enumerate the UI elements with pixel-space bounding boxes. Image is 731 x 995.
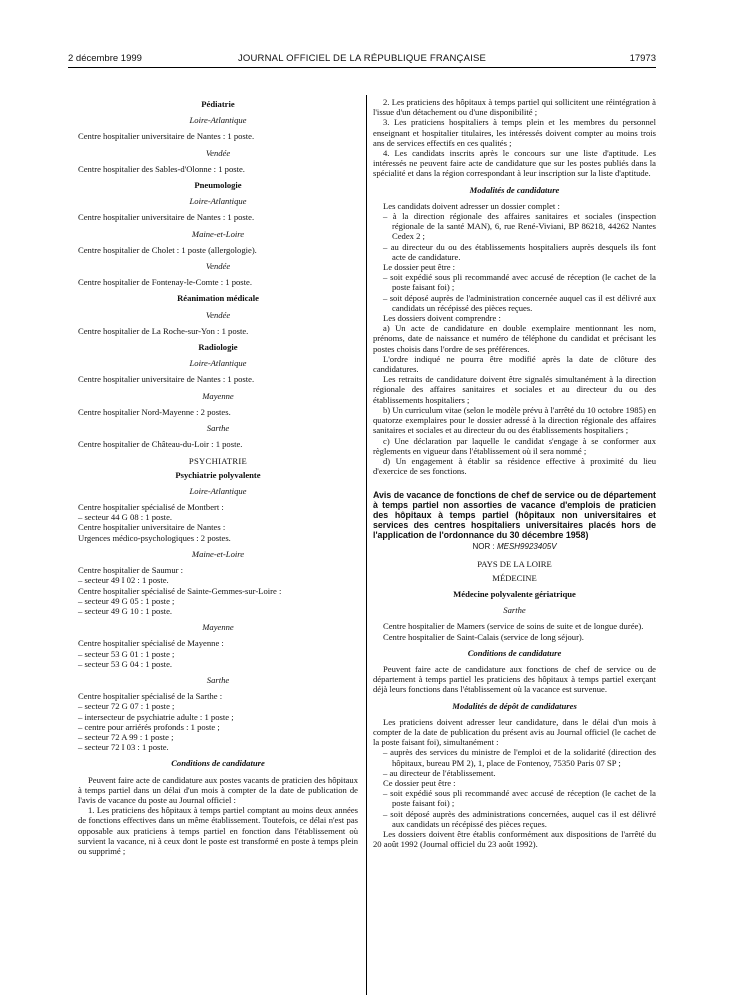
list-item: – soit déposé auprès de l'administration concernée auquel cas il est délivré aux candidats un récépissé des pièces reçues. (383, 292, 656, 313)
region-heading: Loire-Atlantique (189, 358, 247, 369)
paragraph: Les candidats doivent adresser un dossier complet : (383, 200, 560, 211)
post-line: – secteur 72 G 07 : 1 poste ; (78, 701, 175, 712)
list-item: – au directeur de l'établissement. (383, 767, 496, 778)
conditions-heading: Conditions de candidature (171, 758, 265, 769)
post-line: Centre hospitalier spécialisé de Sainte-Gemmes-sur-Loire : (78, 585, 282, 596)
paragraph: Peuvent faire acte de candidature aux fonctions de chef de service ou de département à temps partiel les praticiens des hôpitaux à temps partiel exerçant déjà leurs fonctions dans l'établissement où la vacance est survenue. (373, 663, 656, 695)
post-line: – centre pour arriérés profonds : 1 poste ; (78, 721, 220, 732)
section-heading: Pédiatrie (201, 99, 235, 109)
section-heading: Pneumologie (194, 180, 242, 191)
post-line: Centre hospitalier des Sables-d'Olonne : 1 poste. (78, 163, 245, 174)
paragraph: L'ordre indiqué ne pourra être modifié après la date de clôture des candidatures. (373, 353, 656, 375)
post-line: – secteur 72 I 03 : 1 poste. (78, 742, 169, 753)
notice-title: Avis de vacance de fonctions de chef de service ou de département à temps partiel non assorties de vacance d'emplois de praticien des hôpitaux à temps partiel (hôpitaux non universitaires et services des centres hospitaliers universitaires placés hors de l'application de l'ordonnance du 30 décembre 1958) (373, 490, 656, 541)
list-item: – à la direction régionale des affaires sanitaires et sociales (inspection régionale de la santé MAN), 6, rue René-Viviani, BP 86218, 44262 Nantes Cedex 2 ; (383, 211, 656, 242)
nor-reference (373, 542, 656, 552)
paragraph: 2. Les praticiens des hôpitaux à temps partiel qui sollicitent une réintégration à l'issue d'un détachement ou d'une disponibilité ; (373, 97, 656, 118)
paragraph: Ce dossier peut être : (383, 777, 456, 788)
paragraph: d) Un engagement à établir sa résidence effective à proximité du lieu d'exercice de ses fonctions. (373, 455, 656, 477)
post-line: – secteur 53 G 04 : 1 poste. (78, 658, 173, 669)
paragraph: c) Une déclaration par laquelle le candidat s'engage à se conformer aux règlements en vigueur dans l'établissement où il sera nommé ; (373, 435, 656, 456)
nor-code: MESH9923405V (496, 542, 557, 552)
post-line: – secteur 53 G 01 : 1 poste ; (78, 648, 175, 659)
post-line: Centre hospitalier spécialisé de Montbert : (78, 502, 224, 513)
header-page-number: 17973 (629, 53, 656, 64)
post-line: – secteur 44 G 08 : 1 poste. (78, 512, 173, 523)
section-heading: Psychiatrie polyvalente (175, 469, 261, 480)
post-line: Centre hospitalier de Fontenay-le-Comte : 1 poste. (78, 277, 252, 288)
paragraph: Centre hospitalier de Mamers (service de soins de suite et de longue durée). (383, 621, 644, 632)
post-line: Centre hospitalier de La Roche-sur-Yon : 1 poste. (78, 325, 249, 336)
paragraph: Le dossier peut être : (383, 262, 456, 273)
region-title: PAYS DE LA LOIRE (477, 558, 552, 569)
region-heading: Maine-et-Loire (191, 228, 245, 239)
region-heading: Loire-Atlantique (189, 115, 247, 126)
post-line: Centre hospitalier de Cholet : 1 poste (allergologie). (78, 244, 257, 255)
region-heading: Loire-Atlantique (189, 196, 247, 207)
discipline-heading: PSYCHIATRIE (188, 456, 248, 467)
region-heading: Sarthe (206, 423, 230, 434)
submission-heading: Modalités de dépôt de candidatures (452, 700, 577, 711)
region-heading: Sarthe (206, 674, 230, 685)
post-line: Centre hospitalier de Saumur : (78, 565, 184, 576)
paragraph: 1. Les praticiens des hôpitaux à temps partiel comptant au moins deux années de fonctions effectives dans un même établissement. Toutefois, ce délai n'est pas opposable aux praticiens à temps partiel en fonction dans l'établissement où survient la vacance, ni à ceux dont le poste est transformé en poste à temps plein ou supprimé ; (78, 805, 358, 856)
page-header (68, 53, 656, 68)
discipline-title: MÉDECINE (492, 572, 537, 583)
conditions-heading: Conditions de candidature (467, 647, 562, 658)
region-heading: Maine-et-Loire (191, 548, 245, 559)
paragraph: a) Un acte de candidature en double exemplaire mentionnant les nom, prénoms, date de naissance et numéro de téléphone du candidat et précisant les postes choisis dans l'ordre de ses préférences. (373, 323, 656, 354)
post-line: Centre hospitalier spécialisé de la Sarthe : (78, 691, 223, 702)
post-line: Centre hospitalier universitaire de Nantes : 1 poste. (78, 374, 255, 385)
paragraph: b) Un curriculum vitae (selon le modèle prévu à l'arrêté du 10 octobre 1985) en quatorze exemplaires pour le dossier adressé à la direction régionale des affaires sanitaires et sociales et au directeur du ou des établissements hospitaliers ; (373, 404, 656, 436)
region-heading: Mayenne (202, 622, 234, 633)
post-line: – intersecteur de psychiatrie adulte : 1 poste ; (78, 711, 234, 722)
paragraph: Les retraits de candidature doivent être signalés simultanément à la direction régionale des affaires sanitaires et sociales et au directeur du ou des établissements hospitaliers ; (373, 374, 656, 405)
nor-label: NOR : (472, 542, 495, 552)
region-heading: Vendée (205, 147, 231, 158)
modalities-heading: Modalités de candidature (469, 184, 560, 195)
post-line: Centre hospitalier universitaire de Nantes : 1 poste. (78, 212, 255, 223)
section-heading: Radiologie (198, 342, 238, 353)
paragraph: Les dossiers doivent être établis conformément aux dispositions de l'arrêté du 20 août 1992 (Journal officiel du 23 août 1992). (373, 828, 656, 850)
paragraph: Centre hospitalier de Saint-Calais (service de long séjour). (383, 631, 584, 642)
specialty-heading: Médecine polyvalente gériatrique (453, 588, 576, 599)
post-line: – secteur 49 G 05 : 1 poste ; (78, 595, 175, 606)
region-heading: Mayenne (202, 390, 234, 401)
left-column (78, 97, 358, 856)
header-date: 2 décembre 1999 (68, 53, 142, 64)
right-column (373, 97, 656, 849)
paragraph: Peuvent faire acte de candidature aux postes vacants de praticien des hôpitaux à temps partiel dans un délai d'un mois à compter de la date de publication de l'avis de vacance du poste au Journal officiel : (78, 774, 358, 805)
paragraph: Les dossiers doivent comprendre : (383, 313, 501, 324)
post-line: – secteur 49 G 10 : 1 poste. (78, 605, 173, 616)
department-heading: Sarthe (503, 605, 526, 616)
list-item: – soit expédié sous pli recommandé avec accusé de réception (le cachet de la poste faisant foi) ; (383, 272, 656, 293)
list-item: – auprès des services du ministre de l'emploi et de la solidarité (direction des hôpitaux, bureau PM 2), 1, place de Fontenoy, 75350 Paris 07 SP ; (383, 747, 656, 768)
list-item: – au directeur du ou des établissements hospitaliers auprès desquels ils font acte de candidature. (383, 241, 656, 262)
post-line: Centre hospitalier spécialisé de Mayenne : (78, 638, 224, 649)
post-line: Centre hospitalier universitaire de Nantes : (78, 522, 226, 533)
list-item: – soit déposé auprès des administrations concernées, auquel cas il est délivré aux candidats un récépissé des pièces reçues. (383, 808, 656, 829)
section-heading: Réanimation médicale (177, 293, 259, 304)
post-line: – secteur 72 A 99 : 1 poste ; (78, 731, 174, 742)
header-journal-title: JOURNAL OFFICIEL DE LA RÉPUBLIQUE FRANÇAISE (237, 53, 487, 64)
post-line: Centre hospitalier Nord-Mayenne : 2 postes. (78, 406, 231, 417)
paragraph: 3. Les praticiens hospitaliers à temps plein et les membres du personnel enseignant et hospitalier titulaires, les intéressés doivent compter au moins trois ans de services effectifs en ces qualités ; (373, 117, 656, 148)
paragraph: Les praticiens doivent adresser leur candidature, dans le délai d'un mois à compter de la date de publication du présent avis au Journal officiel (le cachet de la poste faisant foi), simultanément : (373, 716, 656, 748)
region-heading: Vendée (205, 261, 231, 272)
region-heading: Vendée (205, 309, 231, 320)
post-line: Centre hospitalier universitaire de Nantes : 1 poste. (78, 131, 255, 142)
post-line: Urgences médico-psychologiques : 2 postes. (78, 532, 231, 543)
list-item: – soit expédié sous pli recommandé avec accusé de réception (le cachet de la poste faisant foi) ; (383, 788, 656, 809)
region-heading: Loire-Atlantique (189, 485, 247, 496)
paragraph: 4. Les candidats inscrits après le concours sur une liste d'aptitude. Les intéressés ne peuvent faire acte de candidature que sur les postes publiés dans la spécialité et dans la région correspondant à leur inscription sur la liste d'aptitude. (373, 148, 656, 179)
post-line: – secteur 49 I 02 : 1 poste. (78, 575, 169, 586)
post-line: Centre hospitalier de Château-du-Loir : 1 poste. (78, 439, 243, 450)
column-divider (366, 95, 367, 995)
